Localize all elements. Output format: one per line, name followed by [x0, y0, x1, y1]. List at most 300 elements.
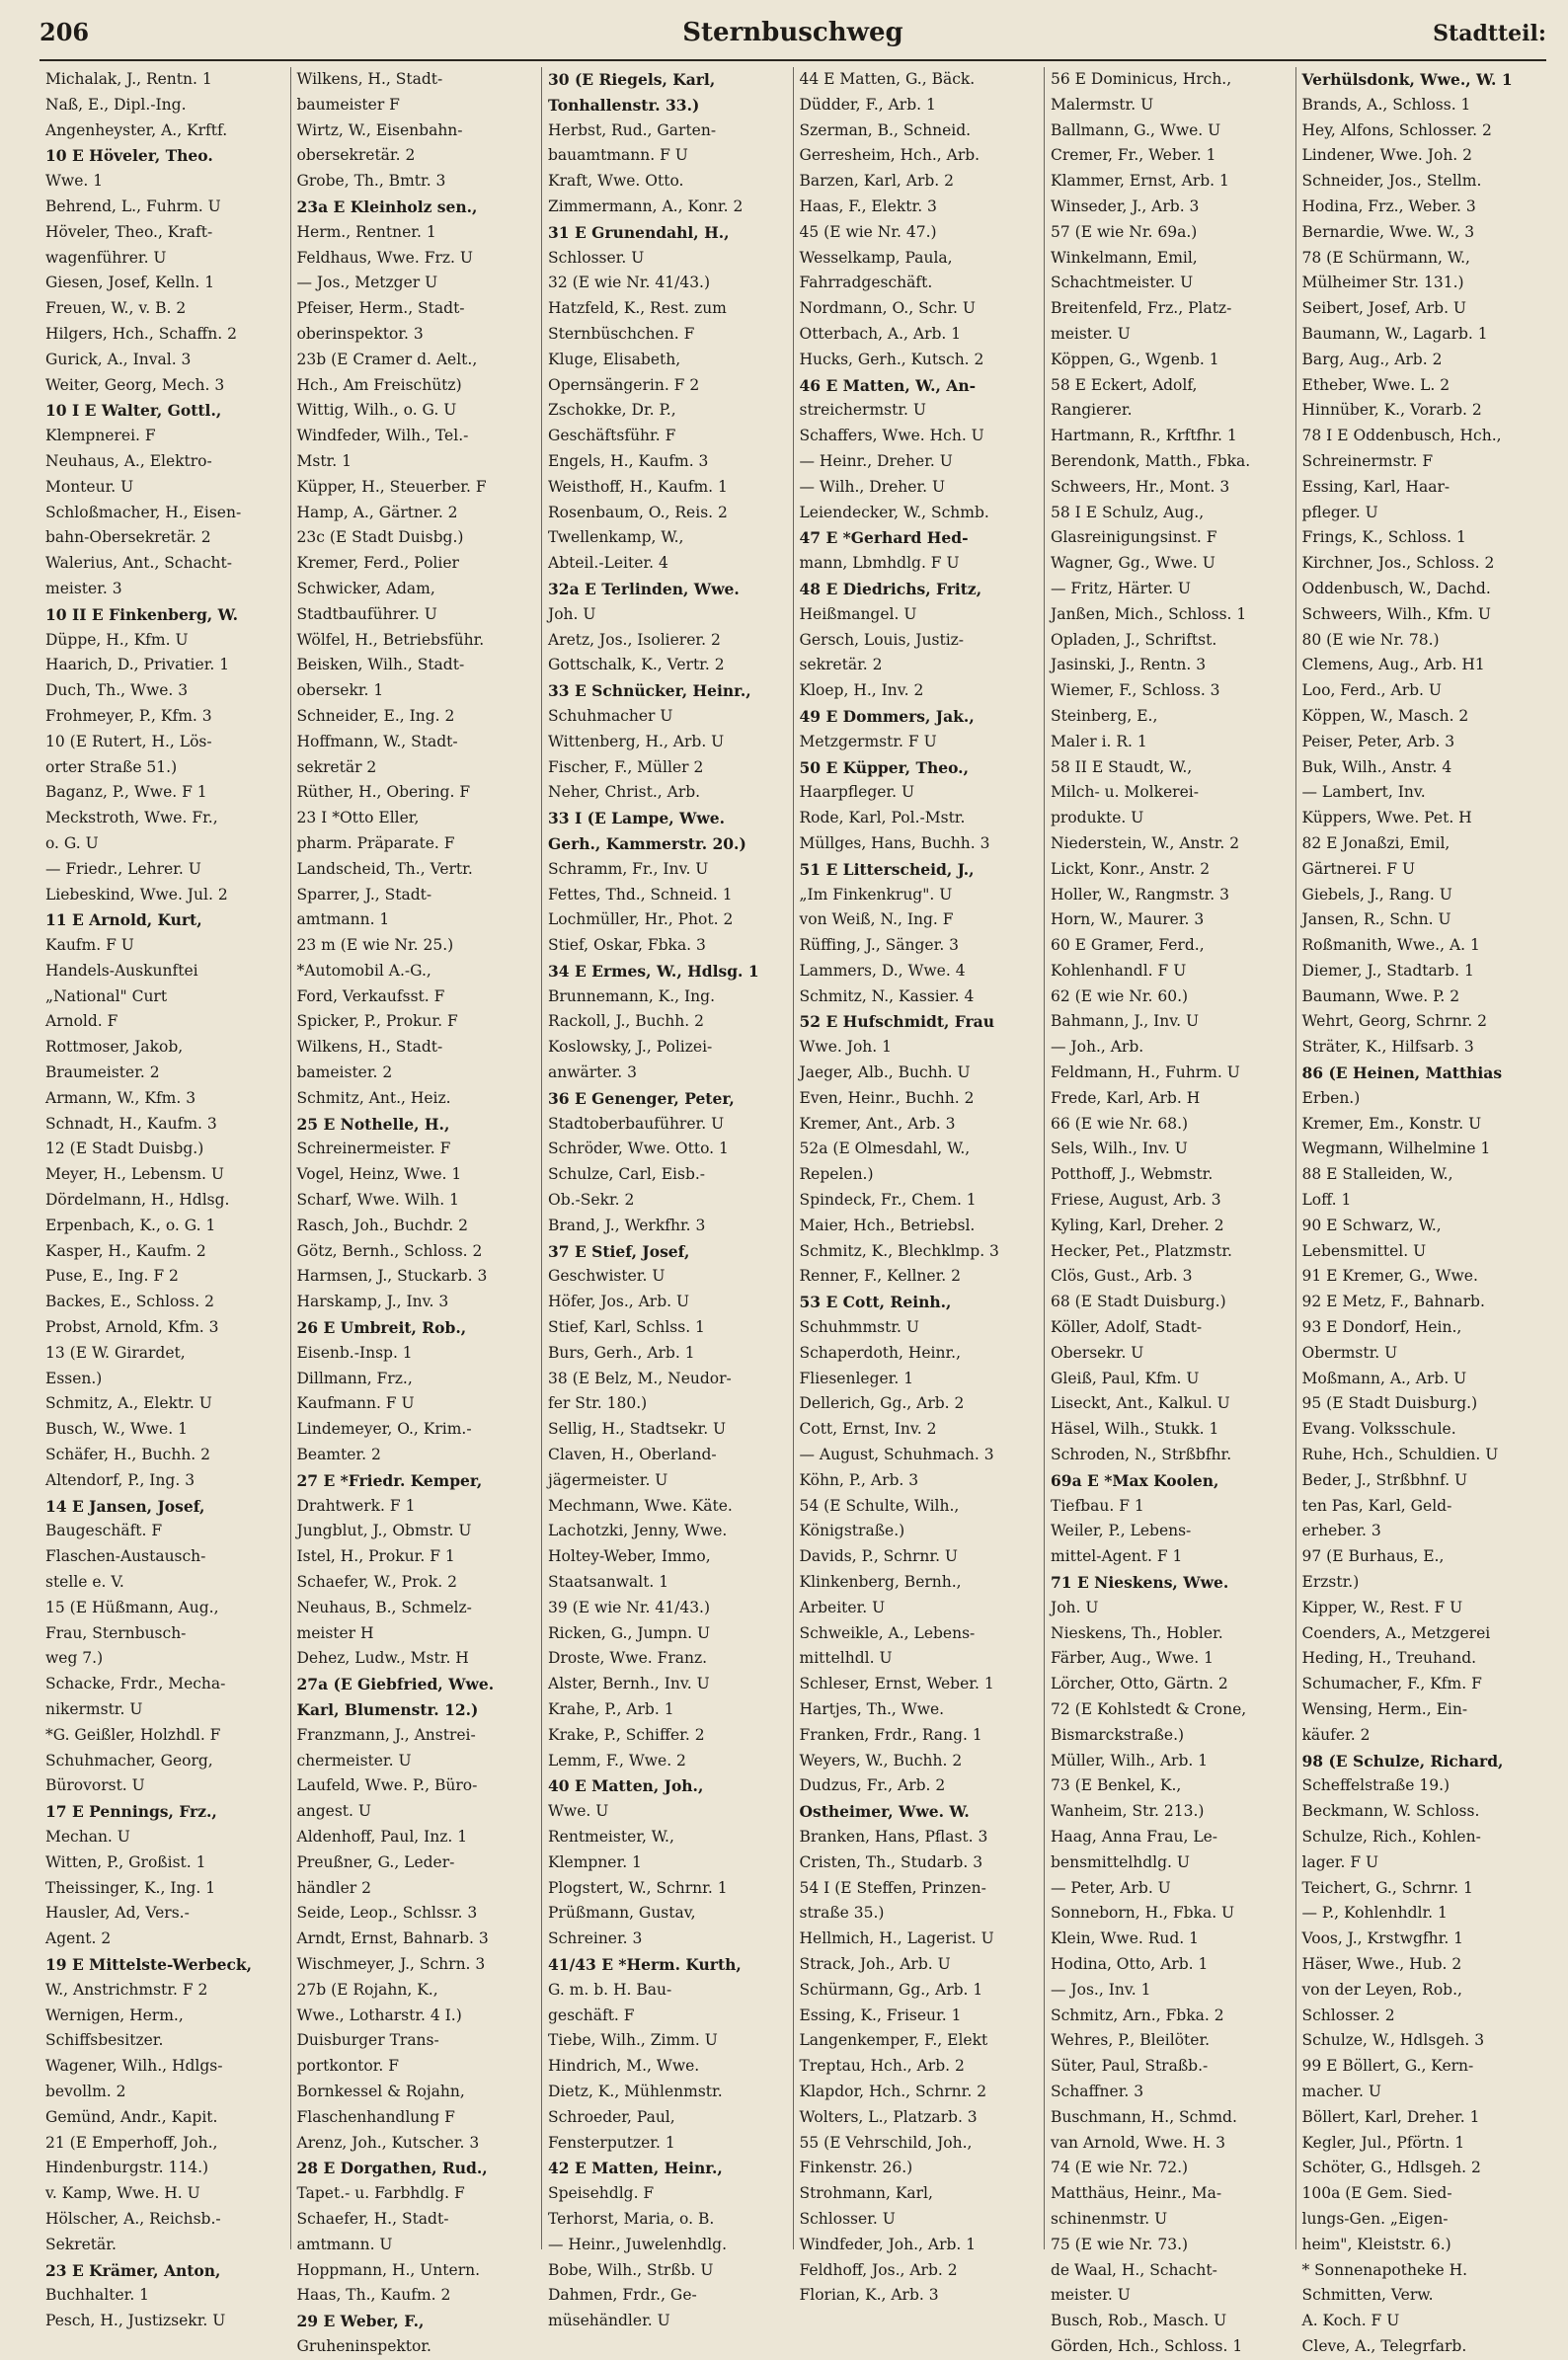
directory-entry-line: Ford, Verkaufsst. F: [296, 986, 445, 1005]
directory-entry-line: Hausler, Ad, Vers.-: [45, 1904, 190, 1923]
directory-entry-line: Sternbüschchen. F: [548, 324, 695, 343]
directory-entry-line: 78 (E Schürmann, W.,: [1301, 248, 1470, 267]
directory-entry-line: Drahtwerk. F 1: [296, 1496, 416, 1515]
directory-entry-line: Schmitz, K., Blechklmp. 3: [799, 1241, 999, 1260]
directory-entry-line: Spindeck, Fr., Chem. 1: [799, 1191, 977, 1210]
directory-entry-line: Winseder, J., Arb. 3: [1051, 197, 1200, 215]
directory-entry-line: Verhülsdonk, Wwe., W. 1: [1301, 70, 1513, 89]
directory-entry-line: Schmitz, Ant., Heiz.: [296, 1088, 451, 1107]
directory-entry-line: bahn-Obersekretär. 2: [45, 528, 211, 547]
directory-entry-line: anwärter. 3: [548, 1063, 637, 1082]
directory-entry-line: 51 E Litterscheid, J.,: [799, 859, 975, 879]
directory-entry-line: Windfeder, Wilh., Tel.-: [296, 427, 469, 445]
directory-entry-line: 17 E Pennings, Frz.,: [45, 1802, 217, 1822]
directory-entry-line: erheber. 3: [1301, 1522, 1381, 1540]
directory-entry-line: Speisehdlg. F: [548, 2184, 655, 2203]
directory-entry-line: Schlosser. U: [548, 248, 645, 267]
directory-entry-line: Pfeiser, Herm., Stadt-: [296, 299, 465, 318]
directory-entry-line: 38 (E Belz, M., Neudor-: [548, 1369, 732, 1387]
directory-entry-line: Kremer, Ferd., Polier: [296, 554, 459, 573]
directory-entry-line: 42 E Matten, Heinr.,: [548, 2159, 723, 2178]
directory-entry-line: Sträter, K., Hilfsarb. 3: [1301, 1038, 1474, 1057]
directory-entry-line: 58 II E Staudt, W.,: [1051, 757, 1193, 776]
directory-entry-line: Strohmann, Karl,: [799, 2184, 933, 2203]
directory-entry-line: Finkenstr. 26.): [799, 2159, 913, 2177]
directory-entry-line: bevollm. 2: [45, 2082, 126, 2100]
directory-entry-line: Claven, H., Oberland-: [548, 1446, 717, 1464]
directory-entry-line: Meckstroth, Wwe. Fr.,: [45, 809, 218, 827]
directory-entry-line: Holtey-Weber, Immo,: [548, 1547, 711, 1566]
directory-entry-line: Staatsanwalt. 1: [548, 1573, 669, 1592]
directory-entry-line: Lachotzki, Jenny, Wwe.: [548, 1522, 728, 1540]
directory-entry-line: 75 (E wie Nr. 73.): [1051, 2235, 1189, 2253]
directory-entry-line: Brand, J., Werkfhr. 3: [548, 1216, 706, 1234]
directory-entry-line: Rentmeister, W.,: [548, 1827, 674, 1846]
directory-entry-line: Wittenberg, H., Arb. U: [548, 732, 725, 750]
directory-entry-line: schinenmstr. U: [1051, 2209, 1168, 2228]
directory-entry-line: Köller, Adolf, Stadt-: [1051, 1318, 1203, 1337]
directory-entry-line: Wanheim, Str. 213.): [1051, 1802, 1205, 1821]
directory-entry-line: Heißmangel. U: [799, 604, 917, 623]
directory-entry-line: 36 E Genenger, Peter,: [548, 1088, 735, 1108]
directory-entry-line: 71 E Nieskens, Wwe.: [1051, 1573, 1229, 1593]
directory-entry-line: Matthäus, Heinr., Ma-: [1051, 2184, 1222, 2203]
directory-entry-line: produkte. U: [1051, 809, 1144, 827]
directory-entry-line: 82 E Jonaßzi, Emil,: [1301, 833, 1450, 852]
directory-entry-line: Kaufm. F U: [45, 936, 134, 955]
directory-entry-line: 74 (E wie Nr. 72.): [1051, 2159, 1189, 2177]
directory-entry-line: Wirtz, W., Eisenbahn-: [296, 120, 463, 139]
directory-entry-line: Wwe. U: [548, 1802, 609, 1821]
directory-entry-line: Eisenb.-Insp. 1: [296, 1343, 413, 1362]
directory-entry-line: Armann, W., Kfm. 3: [45, 1088, 196, 1107]
directory-entry-line: Otterbach, A., Arb. 1: [799, 324, 962, 343]
directory-entry-line: Voos, J., Krstwgfhr. 1: [1301, 1929, 1464, 1948]
directory-entry-line: Haarich, D., Privatier. 1: [45, 656, 230, 674]
directory-entry-line: Seibert, Josef, Arb. U: [1301, 299, 1466, 318]
directory-entry-line: 23 m (E wie Nr. 25.): [296, 936, 454, 955]
directory-entry-line: Wesselkamp, Paula,: [799, 248, 953, 267]
directory-entry-line: Agent. 2: [45, 1929, 112, 1948]
directory-entry-line: Etheber, Wwe. L. 2: [1301, 375, 1450, 394]
directory-entry-line: Oddenbusch, W., Dachd.: [1301, 579, 1491, 597]
directory-entry-line: Niederstein, W., Anstr. 2: [1051, 833, 1240, 852]
directory-entry-line: lungs-Gen. „Eigen-: [1301, 2209, 1449, 2228]
directory-entry-line: Wwe. Joh. 1: [799, 1038, 892, 1057]
directory-entry-line: streichermstr. U: [799, 401, 926, 420]
directory-entry-line: Klammer, Ernst, Arb. 1: [1051, 172, 1229, 191]
directory-entry-line: Wolters, L., Platzarb. 3: [799, 2107, 978, 2126]
directory-entry-line: mittel-Agent. F 1: [1051, 1547, 1183, 1566]
directory-entry-line: 23c (E Stadt Duisbg.): [296, 528, 464, 547]
directory-entry-line: Dillmann, Frz.,: [296, 1369, 413, 1387]
directory-entry-line: Handels-Auskunftei: [45, 961, 198, 980]
directory-entry-line: Joh. U: [1051, 1598, 1099, 1616]
directory-entry-line: Giesen, Josef, Kelln. 1: [45, 274, 215, 292]
directory-entry-line: 10 E Höveler, Theo.: [45, 146, 213, 166]
directory-entry-line: Hch., Am Freischütz): [296, 375, 462, 394]
directory-entry-line: Rottmoser, Jakob,: [45, 1038, 184, 1057]
directory-entry-line: mann, Lbmhdlg. F U: [799, 554, 960, 573]
directory-entry-line: Schmitz, N., Kassier. 4: [799, 986, 975, 1005]
directory-entry-line: mittelhdl. U: [799, 1649, 893, 1668]
directory-entry-line: Fischer, F., Müller 2: [548, 757, 704, 776]
directory-entry-line: Loo, Ferd., Arb. U: [1301, 681, 1442, 700]
directory-entry-line: 97 (E Burhaus, E.,: [1301, 1547, 1445, 1566]
directory-entry-line: Kremer, Ant., Arb. 3: [799, 1114, 956, 1133]
directory-entry-line: Mechmann, Wwe. Käte.: [548, 1496, 733, 1515]
directory-entry-line: Weyers, W., Buchh. 2: [799, 1751, 963, 1770]
directory-entry-line: Schuhmacher U: [548, 706, 673, 725]
directory-entry-line: Flaschen-Austausch-: [45, 1547, 206, 1566]
directory-entry-line: Wensing, Herm., Ein-: [1301, 1700, 1468, 1718]
directory-entry-line: Wittig, Wilh., o. G. U: [296, 401, 457, 420]
directory-entry-line: 99 E Böllert, G., Kern-: [1301, 2057, 1474, 2076]
directory-entry-line: Kegler, Jul., Pförtn. 1: [1301, 2133, 1465, 2152]
directory-entry-line: Beisken, Wilh., Stadt-: [296, 656, 465, 674]
directory-entry-line: Prüßmann, Gustav,: [548, 1904, 696, 1923]
directory-entry-line: Backes, E., Schloss. 2: [45, 1293, 214, 1311]
directory-entry-line: Brands, A., Schloss. 1: [1301, 95, 1471, 114]
directory-entry-line: Wagner, Gg., Wwe. U: [1051, 554, 1215, 573]
directory-entry-line: Häser, Wwe., Hub. 2: [1301, 1954, 1462, 1973]
directory-entry-line: Königstraße.): [799, 1522, 905, 1540]
directory-entry-line: Haas, Th., Kaufm. 2: [296, 2286, 451, 2305]
directory-entry-line: 68 (E Stadt Duisburg.): [1051, 1293, 1226, 1311]
directory-entry-line: Wegmann, Wilhelmine 1: [1301, 1140, 1491, 1158]
directory-entry-line: 57 (E wie Nr. 69a.): [1051, 222, 1198, 241]
street-title: Sternbuschweg: [682, 18, 903, 47]
directory-entry-line: Stadtoberbauführer. U: [548, 1114, 725, 1133]
directory-entry-line: Pesch, H., Justizsekr. U: [45, 2312, 226, 2330]
directory-entry-line: Wiemer, F., Schloss. 3: [1051, 681, 1220, 700]
directory-entry-line: Arenz, Joh., Kutscher. 3: [296, 2133, 480, 2152]
directory-entry-line: Aldenhoff, Paul, Inz. 1: [296, 1827, 468, 1846]
directory-entry-line: 92 E Metz, F., Bahnarb.: [1301, 1293, 1485, 1311]
directory-entry-line: Laufeld, Wwe. P., Büro-: [296, 1776, 478, 1795]
directory-entry-line: 93 E Dondorf, Hein.,: [1301, 1318, 1462, 1337]
directory-entry-line: Moßmann, A., Arb. U: [1301, 1369, 1467, 1387]
directory-entry-line: Bobe, Wilh., Strßb. U: [548, 2260, 714, 2279]
column-6: [1296, 67, 1547, 2355]
directory-entry-line: — Heinr., Juwelenhdlg.: [548, 2235, 728, 2253]
directory-entry-line: Dellerich, Gg., Arb. 2: [799, 1394, 965, 1413]
directory-entry-line: 54 (E Schulte, Wilh.,: [799, 1496, 960, 1515]
directory-entry-line: 80 (E wie Nr. 78.): [1301, 630, 1440, 649]
directory-entry-line: Süter, Paul, Straßb.-: [1051, 2057, 1209, 2076]
directory-entry-line: Peiser, Peter, Arb. 3: [1301, 732, 1455, 750]
directory-entry-line: Ostheimer, Wwe. W.: [799, 1802, 970, 1822]
directory-entry-line: Krahe, P., Arb. 1: [548, 1700, 674, 1718]
directory-entry-line: Sparrer, J., Stadt-: [296, 885, 432, 904]
directory-entry-line: Schaperdoth, Heinr.,: [799, 1343, 962, 1362]
directory-entry-line: Höveler, Theo., Kraft-: [45, 222, 213, 241]
page-number: 206: [39, 18, 90, 46]
directory-entry-line: — Peter, Arb. U: [1051, 1878, 1171, 1897]
directory-entry-line: Schaefer, H., Stadt-: [296, 2209, 449, 2228]
directory-entry-line: Harmsen, J., Stuckarb. 3: [296, 1267, 488, 1286]
directory-entry-line: 52 E Hufschmidt, Frau: [799, 1012, 994, 1032]
directory-entry-line: Gerh., Kammerstr. 20.): [548, 833, 746, 853]
directory-entry-line: Freuen, W., v. B. 2: [45, 299, 187, 318]
directory-entry-line: Hodina, Otto, Arb. 1: [1051, 1954, 1209, 1973]
directory-entry-line: Mülheimer Str. 131.): [1301, 274, 1464, 292]
directory-entry-line: Feldhaus, Wwe. Frz. U: [296, 248, 473, 267]
directory-entry-line: Fensterputzer. 1: [548, 2133, 675, 2152]
directory-entry-line: Schneider, E., Ing. 2: [296, 706, 455, 725]
directory-entry-line: macher. U: [1301, 2082, 1381, 2100]
directory-entry-line: Herm., Rentner. 1: [296, 222, 436, 241]
directory-entry-line: Schulze, W., Hdlsgeh. 3: [1301, 2031, 1485, 2050]
directory-entry-line: Cremer, Fr., Weber. 1: [1051, 146, 1216, 165]
directory-entry-line: Kohlenhandl. F U: [1051, 961, 1187, 980]
directory-entry-line: Kraft, Wwe. Otto.: [548, 172, 684, 191]
directory-entry-line: Even, Heinr., Buchh. 2: [799, 1088, 975, 1107]
directory-entry-line: Müller, Wilh., Arb. 1: [1051, 1751, 1209, 1770]
directory-entry-line: Jansen, R., Schn. U: [1301, 910, 1451, 929]
directory-entry-line: Buschmann, H., Schmd.: [1051, 2107, 1237, 2126]
directory-entry-line: Harskamp, J., Inv. 3: [296, 1293, 449, 1311]
directory-entry-line: pfleger. U: [1301, 503, 1378, 521]
directory-entry-line: Walerius, Ant., Schacht-: [45, 554, 232, 573]
directory-entry-line: A. Koch. F U: [1301, 2312, 1400, 2330]
directory-entry-line: Wehres, P., Bleilöter.: [1051, 2031, 1211, 2050]
directory-entry-line: Engels, H., Kaufm. 3: [548, 451, 709, 470]
directory-entry-line: Leiendecker, W., Schmb.: [799, 503, 989, 521]
directory-entry-line: Bornkessel & Rojahn,: [296, 2082, 465, 2100]
directory-entry-line: Liseckt, Ant., Kalkul. U: [1051, 1394, 1230, 1413]
directory-entry-line: 23a E Kleinholz sen.,: [296, 197, 478, 216]
directory-entry-line: Schmitten, Verw.: [1301, 2286, 1434, 2305]
directory-entry-line: Lindemeyer, O., Krim.-: [296, 1420, 472, 1439]
directory-entry-line: Rode, Karl, Pol.-Mstr.: [799, 809, 966, 827]
directory-entry-line: Lemm, F., Wwe. 2: [548, 1751, 686, 1770]
directory-entry-line: — Jos., Inv. 1: [1051, 1980, 1151, 1999]
directory-entry-line: 10 (E Rutert, H., Lös-: [45, 732, 212, 750]
directory-entry-line: Repelen.): [799, 1165, 874, 1184]
directory-entry-line: Ob.-Sekr. 2: [548, 1191, 635, 1210]
directory-entry-line: 21 (E Emperhoff, Joh.,: [45, 2133, 218, 2152]
directory-entry-line: Gerresheim, Hch., Arb.: [799, 146, 980, 165]
directory-entry-line: Maler i. R. 1: [1051, 732, 1147, 750]
directory-entry-line: Holler, W., Rangmstr. 3: [1051, 885, 1229, 904]
directory-entry-line: Duch, Th., Wwe. 3: [45, 681, 189, 700]
directory-entry-line: Hindenburgstr. 114.): [45, 2159, 209, 2177]
directory-entry-line: Franken, Frdr., Rang. 1: [799, 1725, 982, 1744]
directory-entry-line: Hinnüber, K., Vorarb. 2: [1301, 401, 1482, 420]
directory-entry-line: Nordmann, O., Schr. U: [799, 299, 976, 318]
directory-entry-line: — Friedr., Lehrer. U: [45, 859, 201, 878]
directory-entry-line: Langenkemper, F., Elekt: [799, 2031, 988, 2050]
directory-entry-line: Schreinermstr. F: [1301, 451, 1434, 470]
directory-entry-line: Wehrt, Georg, Schrnr. 2: [1301, 1012, 1487, 1031]
directory-entry-line: 62 (E wie Nr. 60.): [1051, 986, 1189, 1005]
directory-entry-line: händler 2: [296, 1878, 371, 1897]
directory-entry-line: Kirchner, Jos., Schloss. 2: [1301, 554, 1495, 573]
directory-entry-line: *G. Geißler, Holzhdl. F: [45, 1725, 221, 1744]
directory-entry-line: müsehändler. U: [548, 2312, 670, 2330]
directory-entry-line: angest. U: [296, 1802, 371, 1821]
directory-entry-line: Schweers, Hr., Mont. 3: [1051, 477, 1230, 496]
directory-entry-line: Götz, Bernh., Schloss. 2: [296, 1241, 483, 1260]
column-1: [39, 67, 291, 2330]
directory-entry-line: 34 E Ermes, W., Hdlsg. 1: [548, 961, 759, 981]
directory-entry-line: Obersekr. U: [1051, 1343, 1144, 1362]
column-4: [794, 67, 1046, 2305]
directory-entry-line: Schaffner. 3: [1051, 2082, 1144, 2100]
directory-entry-line: Beamter. 2: [296, 1446, 381, 1464]
directory-entry-line: Angenheyster, A., Krftf.: [45, 120, 228, 139]
directory-entry-line: 44 E Matten, G., Bäck.: [799, 70, 976, 88]
directory-entry-line: Clös, Gust., Arb. 3: [1051, 1267, 1193, 1286]
directory-entry-line: 25 E Nothelle, H.,: [296, 1114, 450, 1134]
directory-entry-line: Schaffers, Wwe. Hch. U: [799, 427, 984, 445]
directory-entry-line: Fettes, Thd., Schneid. 1: [548, 885, 733, 904]
directory-columns: [39, 67, 1546, 2355]
directory-entry-line: 91 E Kremer, G., Wwe.: [1301, 1267, 1478, 1286]
directory-entry-line: Klempnerei. F: [45, 427, 156, 445]
directory-entry-line: Duisburger Trans-: [296, 2031, 439, 2050]
directory-entry-line: bameister. 2: [296, 1063, 393, 1082]
directory-entry-line: weg 7.): [45, 1649, 104, 1668]
directory-entry-line: Schreinermeister. F: [296, 1140, 451, 1158]
directory-entry-line: Schulze, Rich., Kohlen-: [1301, 1827, 1481, 1846]
directory-entry-line: Glasreinigungsinst. F: [1051, 528, 1217, 547]
directory-entry-line: Lindener, Wwe. Joh. 2: [1301, 146, 1473, 165]
directory-entry-line: Altendorf, P., Ing. 3: [45, 1470, 196, 1489]
directory-entry-line: 39 (E wie Nr. 41/43.): [548, 1598, 711, 1616]
directory-entry-line: Flaschenhandlung F: [296, 2107, 455, 2126]
directory-entry-line: Hucks, Gerh., Kutsch. 2: [799, 350, 984, 368]
directory-entry-line: Friese, August, Arb. 3: [1051, 1191, 1221, 1210]
directory-entry-line: Dehez, Ludw., Mstr. H: [296, 1649, 469, 1668]
directory-entry-line: Busch, Rob., Masch. U: [1051, 2312, 1227, 2330]
directory-entry-line: 10 II E Finkenberg, W.: [45, 604, 238, 624]
directory-entry-line: — Wilh., Dreher. U: [799, 477, 946, 496]
directory-entry-line: Puse, E., Ing. F 2: [45, 1267, 179, 1286]
directory-entry-line: Meyer, H., Lebensm. U: [45, 1165, 224, 1184]
directory-entry-line: 29 E Weber, F.,: [296, 2312, 425, 2331]
directory-entry-line: Cott, Ernst, Inv. 2: [799, 1420, 937, 1439]
directory-entry-line: lager. F U: [1301, 1852, 1379, 1871]
directory-entry-line: Klein, Wwe. Rud. 1: [1051, 1929, 1200, 1948]
directory-entry-line: Branken, Hans, Pflast. 3: [799, 1827, 988, 1846]
directory-entry-line: Hölscher, A., Reichsb.-: [45, 2209, 221, 2228]
directory-entry-line: 58 E Eckert, Adolf,: [1051, 375, 1198, 394]
directory-entry-line: Buk, Wilh., Anstr. 4: [1301, 757, 1452, 776]
directory-entry-line: meister. 3: [45, 579, 122, 597]
directory-entry-line: 55 (E Vehrschild, Joh.,: [799, 2133, 973, 2152]
directory-entry-line: Kaufmann. F U: [296, 1394, 415, 1413]
directory-entry-line: Braumeister. 2: [45, 1063, 160, 1082]
directory-entry-line: Burs, Gerh., Arb. 1: [548, 1343, 695, 1362]
directory-entry-line: Düdder, F., Arb. 1: [799, 95, 936, 114]
directory-entry-line: Tiefbau. F 1: [1051, 1496, 1144, 1515]
directory-entry-line: Görden, Hch., Schloss. 1: [1051, 2336, 1243, 2355]
directory-entry-line: 37 E Stief, Josef,: [548, 1241, 690, 1261]
directory-entry-line: Schnadt, H., Kaufm. 3: [45, 1114, 217, 1133]
directory-entry-line: Szerman, B., Schneid.: [799, 120, 972, 139]
directory-entry-line: Schacke, Frdr., Mecha-: [45, 1675, 226, 1693]
directory-entry-line: Wwe. 1: [45, 172, 104, 191]
directory-entry-line: 28 E Dorgathen, Rud.,: [296, 2159, 488, 2178]
directory-entry-line: Naß, E., Dipl.-Ing.: [45, 95, 187, 114]
directory-entry-line: Essing, K., Friseur. 1: [799, 2006, 962, 2024]
directory-entry-line: Potthoff, J., Webmstr.: [1051, 1165, 1214, 1184]
directory-entry-line: Abteil.-Leiter. 4: [548, 554, 668, 573]
directory-entry-line: Twellenkamp, W.,: [548, 528, 684, 547]
directory-entry-line: 41/43 E *Herm. Kurth,: [548, 1954, 742, 1974]
column-5: [1045, 67, 1296, 2355]
directory-entry-line: Schneider, Jos., Stellm.: [1301, 172, 1482, 191]
directory-entry-line: Rüffing, J., Sänger. 3: [799, 936, 960, 955]
directory-entry-line: Coenders, A., Metzgerei: [1301, 1623, 1491, 1642]
directory-entry-line: Stief, Karl, Schlss. 1: [548, 1318, 705, 1337]
directory-entry-line: Feldmann, H., Fuhrm. U: [1051, 1063, 1240, 1082]
directory-entry-line: Horn, W., Maurer. 3: [1051, 910, 1205, 929]
directory-entry-line: Theissinger, K., Ing. 1: [45, 1878, 216, 1897]
directory-entry-line: Böllert, Karl, Dreher. 1: [1301, 2107, 1480, 2126]
directory-entry-line: Fliesenleger. 1: [799, 1369, 914, 1387]
directory-entry-line: Hecker, Pet., Platzmstr.: [1051, 1241, 1232, 1260]
directory-entry-line: von Weiß, N., Ing. F: [799, 910, 954, 929]
directory-entry-line: Kipper, W., Rest. F U: [1301, 1598, 1463, 1616]
directory-entry-line: 27b (E Rojahn, K.,: [296, 1980, 438, 1999]
directory-entry-line: Frede, Karl, Arb. H: [1051, 1088, 1201, 1107]
directory-entry-line: Dahmen, Frdr., Ge-: [548, 2286, 697, 2305]
directory-entry-line: 32 (E wie Nr. 41/43.): [548, 274, 711, 292]
directory-entry-line: Baumann, W., Lagarb. 1: [1301, 324, 1488, 343]
directory-entry-line: Scharf, Wwe. Wilh. 1: [296, 1191, 459, 1210]
directory-entry-line: Gottschalk, K., Vertr. 2: [548, 656, 725, 674]
directory-entry-line: Spicker, P., Prokur. F: [296, 1012, 458, 1031]
directory-entry-line: Wagener, Wilh., Hdlgs-: [45, 2057, 223, 2076]
directory-entry-line: 32a E Terlinden, Wwe.: [548, 579, 740, 598]
directory-entry-line: 98 (E Schulze, Richard,: [1301, 1751, 1504, 1770]
directory-entry-line: Hartmann, R., Krftfhr. 1: [1051, 427, 1237, 445]
directory-entry-line: chermeister. U: [296, 1751, 412, 1770]
directory-entry-line: Mechan. U: [45, 1827, 130, 1846]
directory-entry-line: — August, Schuhmach. 3: [799, 1446, 994, 1464]
directory-entry-line: jägermeister. U: [548, 1470, 668, 1489]
directory-entry-line: Kremer, Em., Konstr. U: [1301, 1114, 1482, 1133]
directory-entry-line: Michalak, J., Rentn. 1: [45, 70, 212, 88]
column-2: [291, 67, 543, 2355]
directory-entry-line: Baganz, P., Wwe. F 1: [45, 783, 207, 802]
directory-entry-line: 11 E Arnold, Kurt,: [45, 910, 202, 930]
directory-entry-line: stelle e. V.: [45, 1573, 124, 1592]
directory-entry-line: Schöter, G., Hdlsgeh. 2: [1301, 2159, 1481, 2177]
directory-entry-line: Krake, P., Schiffer. 2: [548, 1725, 705, 1744]
directory-entry-line: Rasch, Joh., Buchdr. 2: [296, 1216, 468, 1234]
directory-entry-line: Davids, P., Schrnr. U: [799, 1547, 958, 1566]
directory-entry-line: Hatzfeld, K., Rest. zum: [548, 299, 727, 318]
directory-entry-line: 88 E Stalleiden, W.,: [1301, 1165, 1453, 1184]
directory-entry-line: meister. U: [1051, 324, 1131, 343]
directory-entry-line: Haarpfleger. U: [799, 783, 915, 802]
directory-entry-line: Renner, F., Kellner. 2: [799, 1267, 961, 1286]
directory-entry-line: Rosenbaum, O., Reis. 2: [548, 503, 728, 521]
district-label: Stadtteil:: [1433, 21, 1546, 46]
directory-entry-line: * Sonnenapotheke H.: [1301, 2260, 1468, 2279]
directory-entry-line: Baumann, Wwe. P. 2: [1301, 986, 1460, 1005]
directory-entry-line: Clemens, Aug., Arb. H1: [1301, 656, 1485, 674]
directory-entry-line: wagenführer. U: [45, 248, 167, 267]
directory-entry-line: Fahrradgeschäft.: [799, 274, 933, 292]
directory-entry-line: Geschwister. U: [548, 1267, 666, 1286]
directory-entry-line: Probst, Arnold, Kfm. 3: [45, 1318, 219, 1337]
directory-entry-line: Kasper, H., Kaufm. 2: [45, 1241, 206, 1260]
